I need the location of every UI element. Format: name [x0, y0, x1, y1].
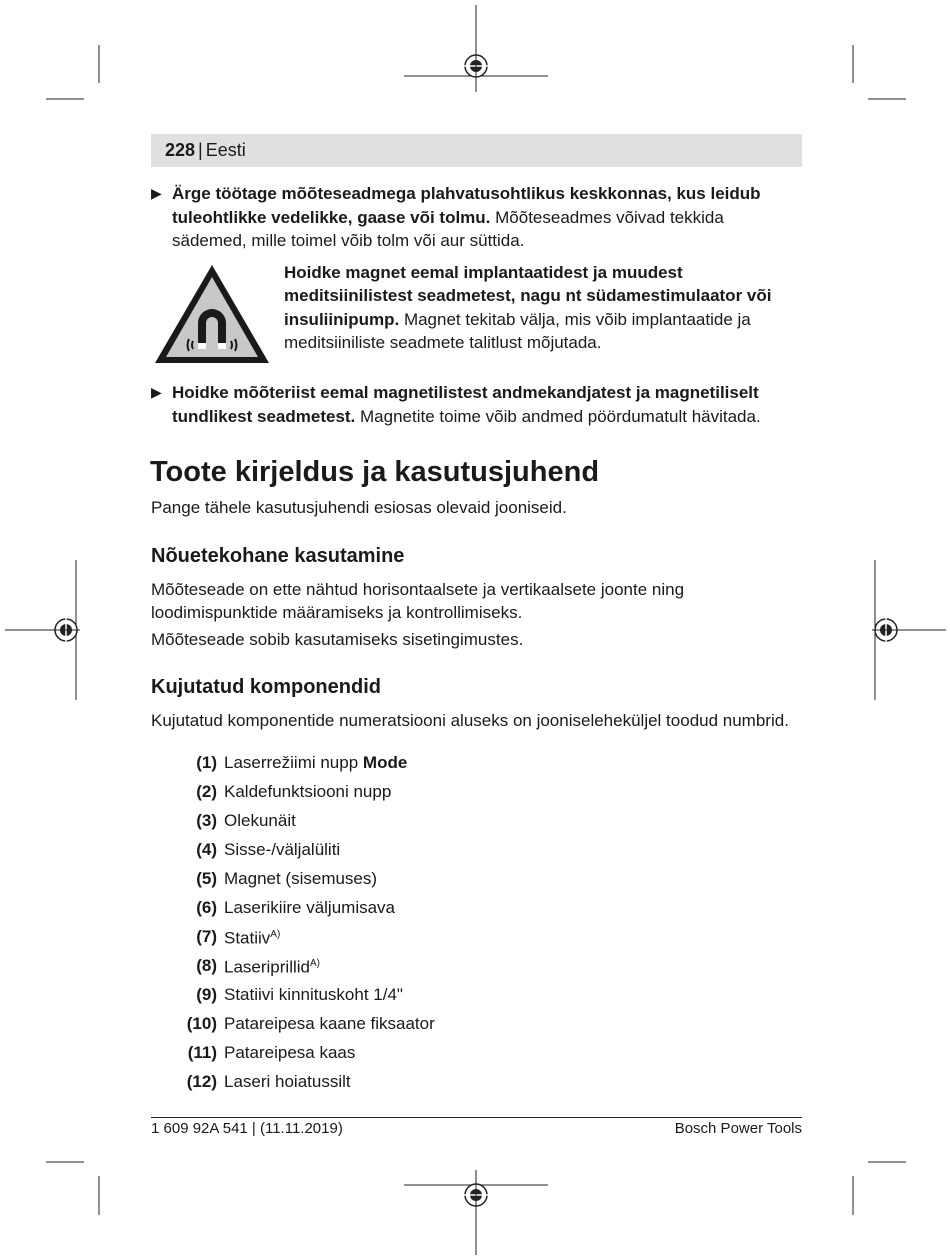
list-item — [151, 1039, 802, 1068]
bullet-bold-text: Ärge töötage mõõteseadmega plahvatusohtlikus keskkonnas, kus leidub tuleohtlikke vedelikke, gaase või tolmu. — [172, 184, 761, 227]
list-item — [151, 923, 802, 952]
section-intro: Pange tähele kasutusjuhendi esiosas olevaid jooniseid. — [151, 498, 567, 517]
footer-brand: Bosch Power Tools — [674, 1120, 802, 1137]
list-item — [151, 894, 802, 923]
list-item-text: Olekunäit — [224, 811, 296, 831]
list-item-label — [224, 952, 320, 979]
page-number: 228 — [165, 140, 196, 160]
header-language: Eesti — [205, 140, 246, 160]
list-item-label — [224, 780, 391, 804]
list-item-number: (2) — [196, 782, 217, 802]
header-separator: | — [198, 140, 203, 160]
list-item-number: (5) — [196, 869, 217, 889]
list-item — [151, 749, 802, 778]
magnet-warning — [151, 261, 802, 374]
list-item-number: (6) — [196, 898, 217, 918]
list-item-label — [224, 809, 296, 833]
list-item-label — [224, 1070, 351, 1094]
list-item-label — [224, 983, 403, 1007]
list-item-number: (10) — [186, 1014, 217, 1034]
list-item-label — [224, 1041, 355, 1065]
list-item-label — [224, 838, 340, 862]
list-item-number: (4) — [196, 840, 217, 860]
intended-use-para: Mõõteseade sobib kasutamiseks sisetingimustes. — [151, 629, 524, 649]
page-header — [151, 134, 802, 167]
intended-use-heading: Nõuetekohane kasutamine — [151, 544, 405, 567]
bullet-bold-text: Hoidke mõõteriist eemal magnetilistest andmekandjatest ja magnetiliselt tundlikest seadmetest. — [172, 383, 759, 426]
list-item-text: Patareipesa kaas — [224, 1043, 356, 1063]
list-item-text: Sisse-/väljalüliti — [224, 840, 341, 860]
list-item-text: Patareipesa kaane fiksaator — [224, 1014, 435, 1034]
list-item — [151, 981, 802, 1010]
list-item — [151, 865, 802, 894]
list-item-label — [224, 1012, 435, 1036]
magnet-warning-icon — [151, 261, 284, 374]
list-item — [151, 1068, 802, 1097]
page-content — [151, 182, 802, 1097]
magnet-warning-text — [284, 261, 802, 374]
list-item-label — [224, 896, 395, 920]
list-item — [151, 807, 802, 836]
page-footer — [151, 1117, 802, 1137]
list-item-bold: Mode — [362, 753, 408, 773]
list-item-number: (12) — [186, 1072, 217, 1092]
list-item — [151, 1010, 802, 1039]
components-intro: Kujutatud komponentide numeratsiooni aluseks on jooniseleheküljel toodud numbrid. — [151, 711, 789, 730]
list-item-number: (1) — [196, 753, 217, 773]
warning-bold-text: Hoidke magnet eemal implantaatidest ja muudest meditsiinilistest seadmetest, nagu nt südamestimulaator või insuliinipump. — [284, 262, 772, 329]
warning-text: Magnet tekitab välja, mis võib implantaatide ja meditsiiniliste seadmete talitlust mõjutada. — [284, 309, 751, 352]
list-item-label — [224, 751, 407, 775]
crosshair-icon — [872, 616, 900, 644]
footer-doc-id: 1 609 92A 541 | (11.11.2019) — [151, 1120, 343, 1137]
list-item-number: (11) — [187, 1043, 217, 1063]
list-item-label — [224, 867, 377, 891]
list-item-number: (3) — [196, 811, 217, 831]
list-item-number: (7) — [196, 927, 217, 947]
list-item-text: Statiivi kinnituskoht 1/4" — [224, 985, 403, 1005]
list-item — [151, 952, 802, 981]
safety-bullet-magnetic — [151, 381, 802, 428]
list-item-text: Magnet (sisemuses) — [224, 869, 378, 889]
list-item — [151, 778, 802, 807]
list-item-label — [224, 923, 280, 950]
section-title: Toote kirjeldus ja kasutusjuhend — [150, 456, 600, 488]
safety-bullet-explosive — [151, 182, 802, 253]
list-item-text: Kaldefunktsiooni nupp — [224, 782, 392, 802]
list-item-text: Laseriprillid — [224, 958, 310, 978]
components-list — [151, 749, 802, 1097]
list-item-text: Statiiv — [224, 929, 271, 949]
footnote-marker: A) — [309, 958, 320, 970]
list-item — [151, 836, 802, 865]
footnote-marker: A) — [270, 929, 281, 941]
list-item-text: Laserikiire väljumisava — [224, 898, 396, 918]
list-item-number: (8) — [196, 956, 217, 976]
bullet-text: Mõõteseadmes võivad tekkida sädemed, mille toimel võib tolm või aur süttida. — [172, 207, 724, 250]
list-item-text: Laserrežiimi nupp — [224, 753, 363, 773]
triangle-right-icon: ▶ — [151, 384, 162, 400]
bullet-text: Magnetite toime võib andmed pöördumatult hävitada. — [355, 406, 761, 426]
list-item-text: Laseri hoiatussilt — [224, 1072, 351, 1092]
components-heading: Kujutatud komponendid — [151, 676, 381, 698]
intended-use-para: Mõõteseade on ette nähtud horisontaalsete ja vertikaalsete joonte ning loodimispunktide määramiseks ja kontrollimiseks. — [151, 579, 685, 622]
triangle-right-icon: ▶ — [151, 185, 162, 201]
list-item-number: (9) — [196, 985, 217, 1005]
